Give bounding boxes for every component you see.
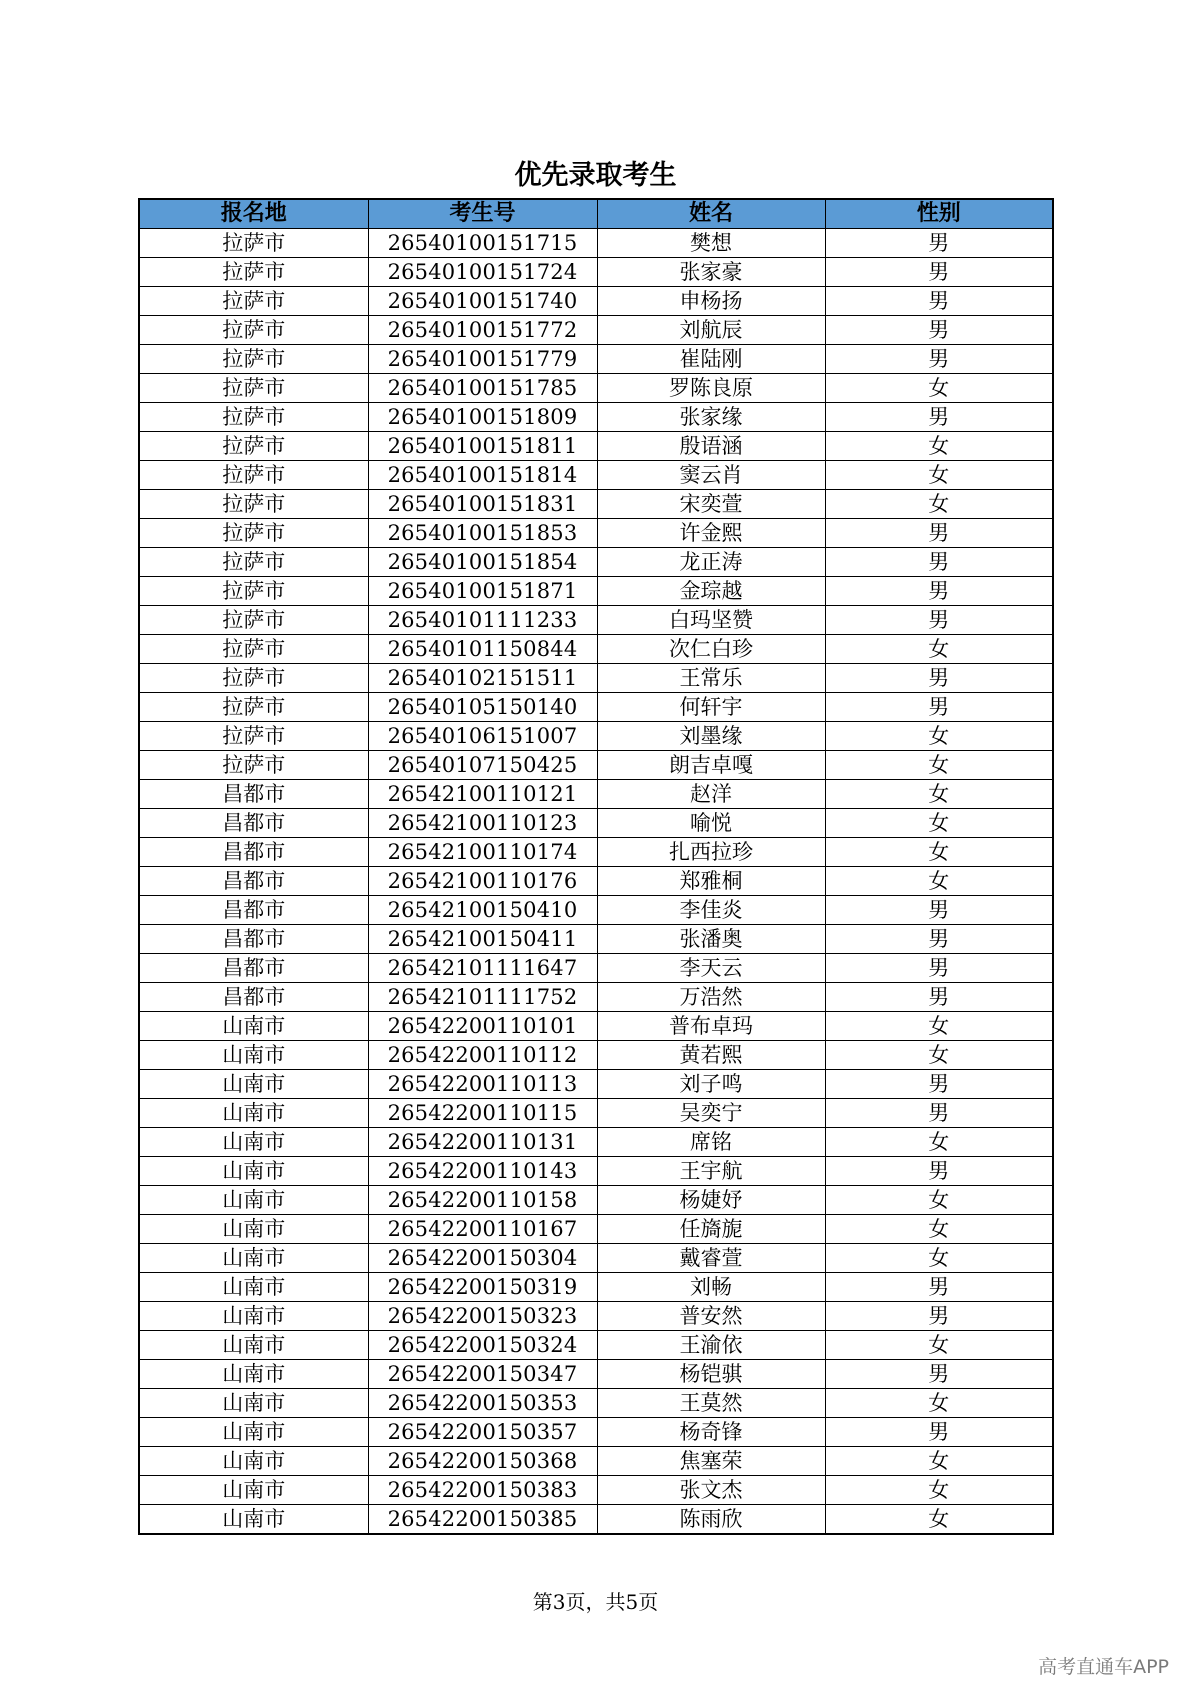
cell-exam-id: 26542200110112: [368, 1041, 597, 1070]
cell-region: 山南市: [139, 1273, 368, 1302]
table-row: [139, 751, 1053, 780]
table-row: [139, 1070, 1053, 1099]
column-header-gender: 性别: [825, 199, 1053, 229]
cell-exam-id: 26540100151724: [368, 258, 597, 287]
cell-name: 申杨扬: [597, 287, 825, 316]
cell-exam-id: 26542200110167: [368, 1215, 597, 1244]
cell-region: 拉萨市: [139, 751, 368, 780]
cell-gender: 女: [825, 1505, 1053, 1535]
cell-gender: 女: [825, 1186, 1053, 1215]
cell-exam-id: 26542200150353: [368, 1389, 597, 1418]
cell-region: 山南市: [139, 1244, 368, 1273]
cell-gender: 女: [825, 1128, 1053, 1157]
cell-gender: 男: [825, 229, 1053, 258]
cell-region: 拉萨市: [139, 432, 368, 461]
cell-gender: 女: [825, 751, 1053, 780]
cell-gender: 女: [825, 635, 1053, 664]
cell-name: 郑雅桐: [597, 867, 825, 896]
cell-region: 山南市: [139, 1070, 368, 1099]
table-row: [139, 287, 1053, 316]
cell-gender: 女: [825, 1215, 1053, 1244]
cell-exam-id: 26542200110131: [368, 1128, 597, 1157]
cell-exam-id: 26542200150304: [368, 1244, 597, 1273]
cell-gender: 女: [825, 461, 1053, 490]
cell-region: 拉萨市: [139, 490, 368, 519]
cell-gender: 女: [825, 1476, 1053, 1505]
cell-gender: 男: [825, 1360, 1053, 1389]
cell-exam-id: 26542200110101: [368, 1012, 597, 1041]
page-number: 第3页，共5页: [532, 1590, 659, 1614]
cell-region: 拉萨市: [139, 693, 368, 722]
cell-region: 昌都市: [139, 838, 368, 867]
cell-name: 刘航辰: [597, 316, 825, 345]
cell-name: 吴奕宁: [597, 1099, 825, 1128]
table-row: [139, 258, 1053, 287]
cell-region: 山南市: [139, 1418, 368, 1447]
cell-exam-id: 26542200150319: [368, 1273, 597, 1302]
table-row: [139, 983, 1053, 1012]
cell-region: 拉萨市: [139, 229, 368, 258]
cell-name: 殷语涵: [597, 432, 825, 461]
cell-gender: 男: [825, 1157, 1053, 1186]
cell-gender: 女: [825, 1012, 1053, 1041]
table-body: [139, 229, 1053, 1535]
table-row: [139, 432, 1053, 461]
table-row: [139, 664, 1053, 693]
cell-region: 拉萨市: [139, 664, 368, 693]
cell-region: 山南市: [139, 1128, 368, 1157]
table-row: [139, 1273, 1053, 1302]
cell-gender: 男: [825, 983, 1053, 1012]
cell-region: 拉萨市: [139, 722, 368, 751]
cell-name: 樊想: [597, 229, 825, 258]
cell-region: 拉萨市: [139, 316, 368, 345]
cell-name: 何轩宇: [597, 693, 825, 722]
cell-name: 任旖旎: [597, 1215, 825, 1244]
cell-exam-id: 26540100151871: [368, 577, 597, 606]
cell-exam-id: 26542200150368: [368, 1447, 597, 1476]
cell-name: 龙正涛: [597, 548, 825, 577]
cell-region: 山南市: [139, 1505, 368, 1535]
cell-name: 杨铠骐: [597, 1360, 825, 1389]
cell-name: 罗陈良原: [597, 374, 825, 403]
cell-region: 昌都市: [139, 780, 368, 809]
cell-gender: 男: [825, 345, 1053, 374]
cell-region: 拉萨市: [139, 577, 368, 606]
cell-region: 山南市: [139, 1012, 368, 1041]
cell-name: 杨婕妤: [597, 1186, 825, 1215]
cell-exam-id: 26540105150140: [368, 693, 597, 722]
table-row: [139, 229, 1053, 258]
table-row: [139, 867, 1053, 896]
cell-region: 山南市: [139, 1331, 368, 1360]
cell-name: 扎西拉珍: [597, 838, 825, 867]
cell-gender: 女: [825, 490, 1053, 519]
cell-name: 杨奇锋: [597, 1418, 825, 1447]
cell-exam-id: 26542200110143: [368, 1157, 597, 1186]
cell-name: 朗吉卓嘎: [597, 751, 825, 780]
cell-name: 次仁白珍: [597, 635, 825, 664]
table-row: [139, 925, 1053, 954]
cell-region: 昌都市: [139, 925, 368, 954]
cell-exam-id: 26540100151854: [368, 548, 597, 577]
cell-exam-id: 26542100110123: [368, 809, 597, 838]
cell-exam-id: 26542100110176: [368, 867, 597, 896]
table-row: [139, 780, 1053, 809]
table-row: [139, 606, 1053, 635]
cell-name: 宋奕萱: [597, 490, 825, 519]
table-row: [139, 577, 1053, 606]
table-row: [139, 1157, 1053, 1186]
column-header-name: 姓名: [597, 199, 825, 229]
table-row: [139, 548, 1053, 577]
cell-gender: 女: [825, 838, 1053, 867]
cell-region: 昌都市: [139, 896, 368, 925]
cell-gender: 男: [825, 925, 1053, 954]
cell-gender: 女: [825, 432, 1053, 461]
cell-gender: 女: [825, 1389, 1053, 1418]
cell-exam-id: 26542200150324: [368, 1331, 597, 1360]
cell-exam-id: 26542200150357: [368, 1418, 597, 1447]
table-row: [139, 1389, 1053, 1418]
cell-region: 山南市: [139, 1447, 368, 1476]
table-row: [139, 693, 1053, 722]
cell-gender: 女: [825, 1331, 1053, 1360]
cell-gender: 男: [825, 664, 1053, 693]
cell-region: 昌都市: [139, 867, 368, 896]
cell-exam-id: 26540100151814: [368, 461, 597, 490]
cell-region: 山南市: [139, 1186, 368, 1215]
cell-gender: 女: [825, 780, 1053, 809]
cell-exam-id: 26542100150411: [368, 925, 597, 954]
cell-exam-id: 26542200110115: [368, 1099, 597, 1128]
cell-exam-id: 26540101111233: [368, 606, 597, 635]
cell-name: 陈雨欣: [597, 1505, 825, 1535]
table-row: [139, 345, 1053, 374]
table-row: [139, 374, 1053, 403]
cell-name: 王常乐: [597, 664, 825, 693]
cell-region: 拉萨市: [139, 287, 368, 316]
cell-exam-id: 26540100151809: [368, 403, 597, 432]
cell-name: 刘子鸣: [597, 1070, 825, 1099]
cell-gender: 男: [825, 548, 1053, 577]
cell-gender: 男: [825, 1302, 1053, 1331]
cell-gender: 女: [825, 1041, 1053, 1070]
column-header-region: 报名地: [139, 199, 368, 229]
cell-region: 拉萨市: [139, 519, 368, 548]
cell-gender: 男: [825, 519, 1053, 548]
cell-name: 张家豪: [597, 258, 825, 287]
cell-exam-id: 26540100151772: [368, 316, 597, 345]
cell-name: 赵洋: [597, 780, 825, 809]
cell-gender: 女: [825, 867, 1053, 896]
table-row: [139, 403, 1053, 432]
table-row: [139, 1476, 1053, 1505]
cell-region: 拉萨市: [139, 461, 368, 490]
cell-name: 金琮越: [597, 577, 825, 606]
cell-gender: 男: [825, 896, 1053, 925]
cell-region: 昌都市: [139, 809, 368, 838]
cell-gender: 男: [825, 1099, 1053, 1128]
cell-region: 拉萨市: [139, 374, 368, 403]
table-row: [139, 1360, 1053, 1389]
cell-name: 白玛坚赞: [597, 606, 825, 635]
cell-name: 李天云: [597, 954, 825, 983]
cell-exam-id: 26540106151007: [368, 722, 597, 751]
cell-name: 黄若熙: [597, 1041, 825, 1070]
cell-exam-id: 26542100110121: [368, 780, 597, 809]
cell-name: 张文杰: [597, 1476, 825, 1505]
cell-region: 山南市: [139, 1099, 368, 1128]
table-row: [139, 1447, 1053, 1476]
cell-gender: 男: [825, 403, 1053, 432]
table-row: [139, 461, 1053, 490]
cell-gender: 男: [825, 693, 1053, 722]
cell-gender: 男: [825, 258, 1053, 287]
cell-exam-id: 26540107150425: [368, 751, 597, 780]
table-row: [139, 1302, 1053, 1331]
cell-name: 焦塞荣: [597, 1447, 825, 1476]
cell-gender: 男: [825, 577, 1053, 606]
cell-gender: 男: [825, 1070, 1053, 1099]
cell-exam-id: 26542101111647: [368, 954, 597, 983]
cell-exam-id: 26542100110174: [368, 838, 597, 867]
table-row: [139, 809, 1053, 838]
cell-exam-id: 26540100151785: [368, 374, 597, 403]
cell-region: 山南市: [139, 1215, 368, 1244]
table-row: [139, 1186, 1053, 1215]
cell-gender: 男: [825, 954, 1053, 983]
cell-region: 拉萨市: [139, 548, 368, 577]
cell-region: 山南市: [139, 1302, 368, 1331]
cell-exam-id: 26540100151831: [368, 490, 597, 519]
cell-gender: 女: [825, 722, 1053, 751]
cell-name: 王宇航: [597, 1157, 825, 1186]
table-row: [139, 1012, 1053, 1041]
cell-name: 王渝依: [597, 1331, 825, 1360]
cell-name: 戴睿萱: [597, 1244, 825, 1273]
table-row: [139, 1041, 1053, 1070]
cell-name: 万浩然: [597, 983, 825, 1012]
cell-gender: 女: [825, 809, 1053, 838]
cell-exam-id: 26540100151740: [368, 287, 597, 316]
table-row: [139, 1331, 1053, 1360]
cell-gender: 男: [825, 606, 1053, 635]
page-title: 优先录取考生: [514, 160, 677, 191]
cell-region: 山南市: [139, 1476, 368, 1505]
cell-name: 普安然: [597, 1302, 825, 1331]
cell-name: 张家缘: [597, 403, 825, 432]
cell-name: 许金熙: [597, 519, 825, 548]
table-row: [139, 316, 1053, 345]
cell-region: 山南市: [139, 1360, 368, 1389]
cell-exam-id: 26542200110158: [368, 1186, 597, 1215]
table-row: [139, 1505, 1053, 1535]
cell-region: 拉萨市: [139, 258, 368, 287]
cell-exam-id: 26540100151715: [368, 229, 597, 258]
table-header-row: [139, 199, 1053, 229]
table-row: [139, 519, 1053, 548]
cell-exam-id: 26542100150410: [368, 896, 597, 925]
cell-exam-id: 26542200150383: [368, 1476, 597, 1505]
table-row: [139, 896, 1053, 925]
table-row: [139, 722, 1053, 751]
cell-gender: 男: [825, 316, 1053, 345]
cell-gender: 女: [825, 374, 1053, 403]
cell-exam-id: 26540100151853: [368, 519, 597, 548]
cell-name: 王莫然: [597, 1389, 825, 1418]
cell-exam-id: 26542200110113: [368, 1070, 597, 1099]
cell-name: 张潘奥: [597, 925, 825, 954]
cell-region: 拉萨市: [139, 345, 368, 374]
cell-region: 拉萨市: [139, 635, 368, 664]
watermark-text: 高考直通车APP: [1038, 1656, 1169, 1678]
cell-region: 拉萨市: [139, 606, 368, 635]
cell-exam-id: 26542200150385: [368, 1505, 597, 1535]
cell-region: 昌都市: [139, 954, 368, 983]
cell-region: 山南市: [139, 1041, 368, 1070]
table-row: [139, 954, 1053, 983]
table-row: [139, 1244, 1053, 1273]
cell-exam-id: 26542200150323: [368, 1302, 597, 1331]
cell-name: 李佳炎: [597, 896, 825, 925]
cell-name: 崔陆刚: [597, 345, 825, 374]
cell-region: 山南市: [139, 1157, 368, 1186]
cell-gender: 男: [825, 287, 1053, 316]
cell-name: 席铭: [597, 1128, 825, 1157]
column-header-exam-id: 考生号: [368, 199, 597, 229]
cell-gender: 女: [825, 1244, 1053, 1273]
cell-exam-id: 26540100151779: [368, 345, 597, 374]
cell-exam-id: 26540102151511: [368, 664, 597, 693]
table-row: [139, 1128, 1053, 1157]
admission-table: [138, 198, 1054, 1535]
cell-name: 刘畅: [597, 1273, 825, 1302]
cell-exam-id: 26542200150347: [368, 1360, 597, 1389]
table-row: [139, 1215, 1053, 1244]
table-row: [139, 490, 1053, 519]
cell-region: 昌都市: [139, 983, 368, 1012]
table-row: [139, 635, 1053, 664]
cell-gender: 男: [825, 1418, 1053, 1447]
cell-exam-id: 26540100151811: [368, 432, 597, 461]
cell-gender: 男: [825, 1273, 1053, 1302]
cell-gender: 女: [825, 1447, 1053, 1476]
table-row: [139, 1099, 1053, 1128]
cell-name: 窦云肖: [597, 461, 825, 490]
cell-name: 刘墨缘: [597, 722, 825, 751]
cell-region: 拉萨市: [139, 403, 368, 432]
table-row: [139, 838, 1053, 867]
cell-name: 喻悦: [597, 809, 825, 838]
cell-exam-id: 26542101111752: [368, 983, 597, 1012]
cell-name: 普布卓玛: [597, 1012, 825, 1041]
table-row: [139, 1418, 1053, 1447]
cell-exam-id: 26540101150844: [368, 635, 597, 664]
cell-region: 山南市: [139, 1389, 368, 1418]
